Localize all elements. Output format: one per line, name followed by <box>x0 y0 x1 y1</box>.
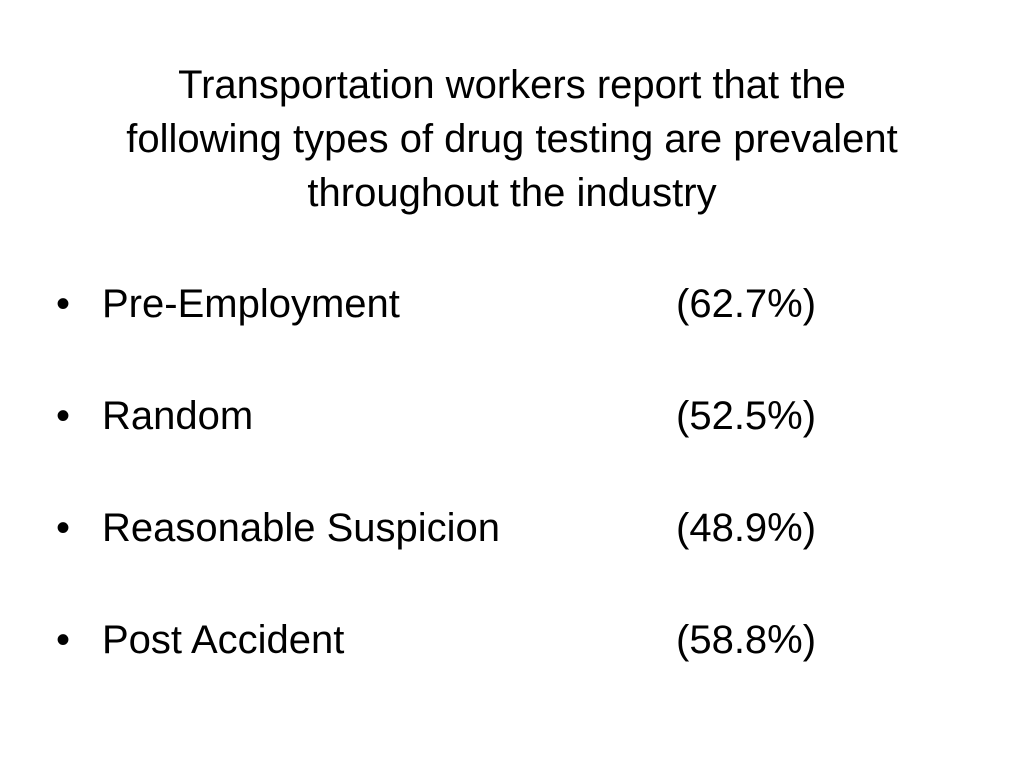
bullet-label: Pre-Employment <box>102 282 400 326</box>
slide-title-line-1: Transportation workers report that the <box>178 63 846 107</box>
slide-title-line-2: following types of drug testing are prevalent <box>126 117 898 161</box>
slide-title-line-3: throughout the industry <box>307 171 717 215</box>
bullet-value: (62.7%) <box>676 282 817 326</box>
bullet-icon: • <box>56 394 71 438</box>
bullet-value: (58.8%) <box>676 618 817 662</box>
bullet-label: Reasonable Suspicion <box>102 506 501 550</box>
bullet-icon: • <box>56 618 71 662</box>
slide-title <box>40 58 984 220</box>
bullet-icon: • <box>56 282 71 326</box>
bullet-value: (52.5%) <box>676 394 817 438</box>
bullet-label: Post Accident <box>102 618 345 662</box>
bullet-label: Random <box>102 394 254 438</box>
bullet-value: (48.9%) <box>676 506 817 550</box>
bullet-icon: • <box>56 506 71 550</box>
